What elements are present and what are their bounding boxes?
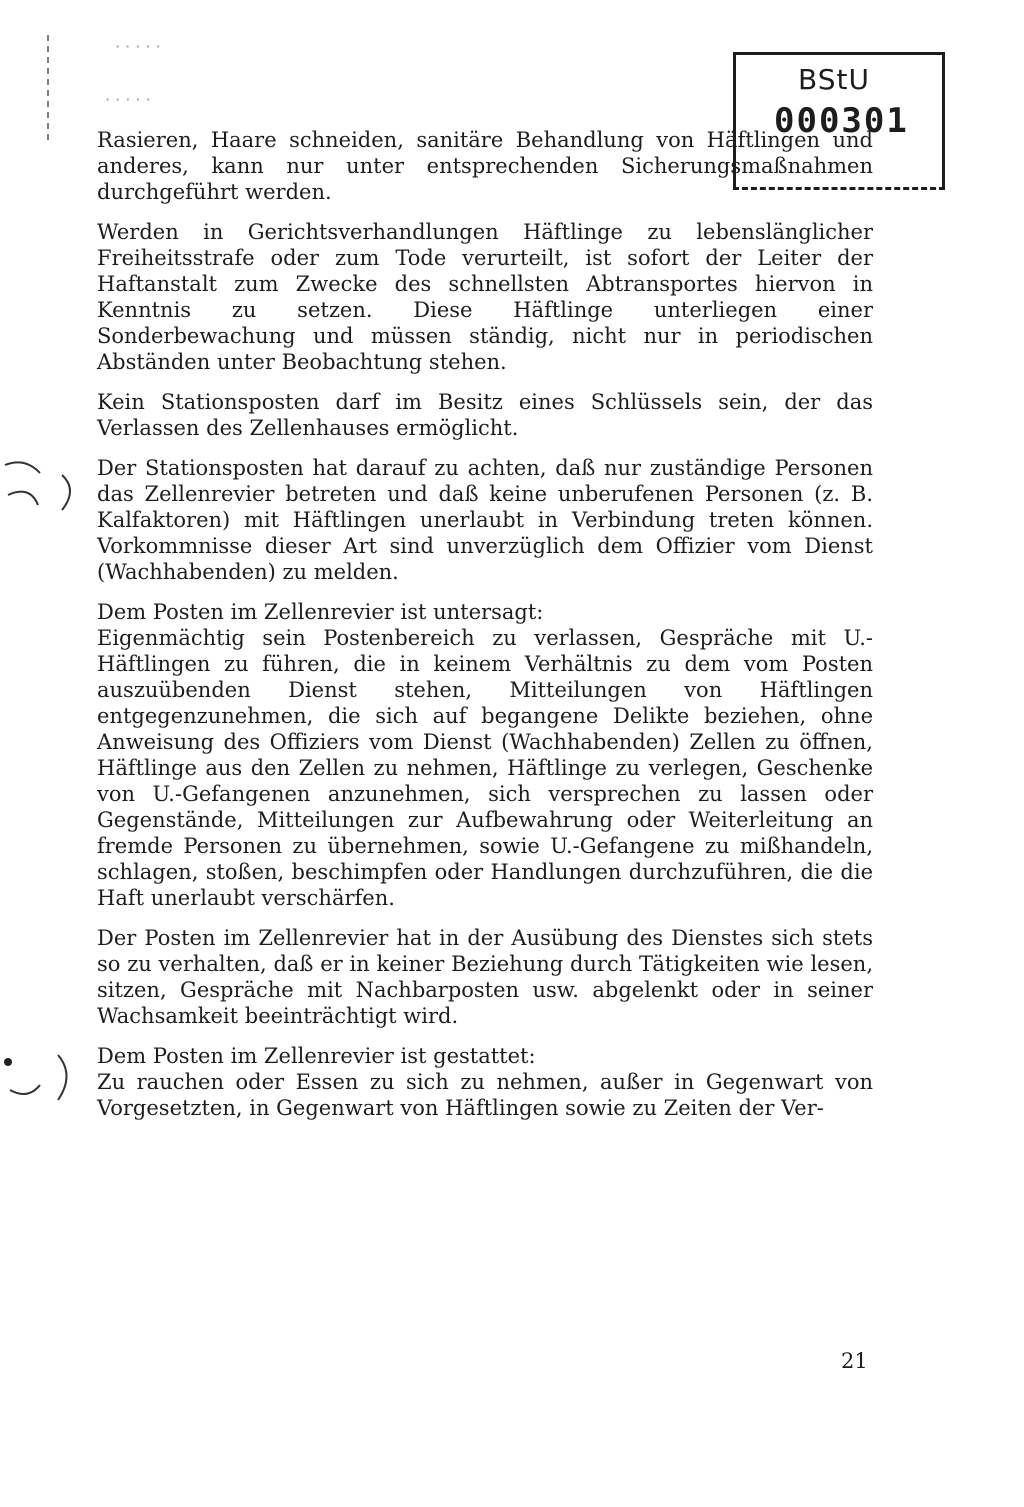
paragraph-3: Kein Stationsposten darf im Besitz eines Schlüssels sein, der das Verlassen des Zellenhauses ermöglicht. bbox=[97, 390, 873, 440]
paragraph-1: Rasieren, Haare schneiden, sanitäre Behandlung von Häftlingen und anderes, kann nur unter entsprechenden Sicherungsmaßnahmen durchgeführt werden. bbox=[97, 128, 873, 204]
svg-text:· · · · ·: · · · · · bbox=[105, 90, 151, 109]
paragraph-5: Dem Posten im Zellenrevier ist untersagt: Eigenmächtig sein Postenbereich zu verlassen, Gespräche mit U.-Häftlingen zu führen, die in keinem Verhältnis zu dem vom Posten auszuübenden Dienst stehen, Mitteilungen von Häftlingen entgegenzunehmen, die sich auf begangene Delikte beziehen, ohne Anweisung des Offiziers vom Dienst (Wachhabenden) Zellen zu öffnen, Häftlinge aus den Zellen zu nehmen, Häftlinge zu verlegen, Geschenke von U.-Gefangenen anzunehmen, sich versprechen zu lassen oder Gegenstände, Mitteilungen zur Aufbewahrung oder Weiterleitung an fremde Personen zu übernehmen, sowie U.-Gefangene zu mißhandeln, schlagen, stoßen, beschimpfen oder Handlungen durchzuführen, die die Haft unerlaubt verschärfen. bbox=[97, 600, 873, 910]
paragraph-7: Dem Posten im Zellenrevier ist gestattet: Zu rauchen oder Essen zu sich zu nehmen, außer in Gegenwart von Vorgesetzten, in Gegenwart von Häftlingen sowie zu Zeiten der Ver- bbox=[97, 1044, 873, 1120]
paragraph-6: Der Posten im Zellenrevier hat in der Ausübung des Dienstes sich stets so zu verhalten, daß er in keiner Beziehung durch Tätigkeiten wie lesen, sitzen, Gespräche mit Nachbarposten usw. abgelenkt oder in seiner Wachsamkeit beeinträchtigt wird. bbox=[97, 926, 873, 1028]
margin-bracket-mark-2 bbox=[0, 1040, 80, 1110]
stamp-title: BStU bbox=[798, 63, 870, 96]
stamp-number: 000301 bbox=[774, 101, 909, 141]
text-body bbox=[97, 127, 873, 1135]
svg-text:· · · · ·: · · · · · bbox=[115, 37, 161, 56]
page-number: 21 bbox=[841, 1349, 868, 1373]
paragraph-2: Werden in Gerichtsverhandlungen Häftlinge zu lebenslänglicher Freiheitsstrafe oder zum Tode verurteilt, ist sofort der Leiter der Haftanstalt zum Zwecke des schnellsten Abtransportes hiervon in Kenntnis zu setzen. Diese Häftlinge unterliegen einer Sonderbewachung und müssen ständig, nicht nur in periodischen Abständen unter Beobachtung stehen. bbox=[97, 220, 873, 374]
paragraph-4: Der Stationsposten hat darauf zu achten, daß nur zuständige Personen das Zellenrevier betreten und daß keine unberufenen Personen (z. B. Kalfaktoren) mit Häftlingen unerlaubt in Verbindung treten können. Vorkommnisse dieser Art sind unverzüglich dem Offizier vom Dienst (Wachhabenden) zu melden. bbox=[97, 456, 873, 584]
margin-bracket-mark bbox=[0, 455, 80, 525]
